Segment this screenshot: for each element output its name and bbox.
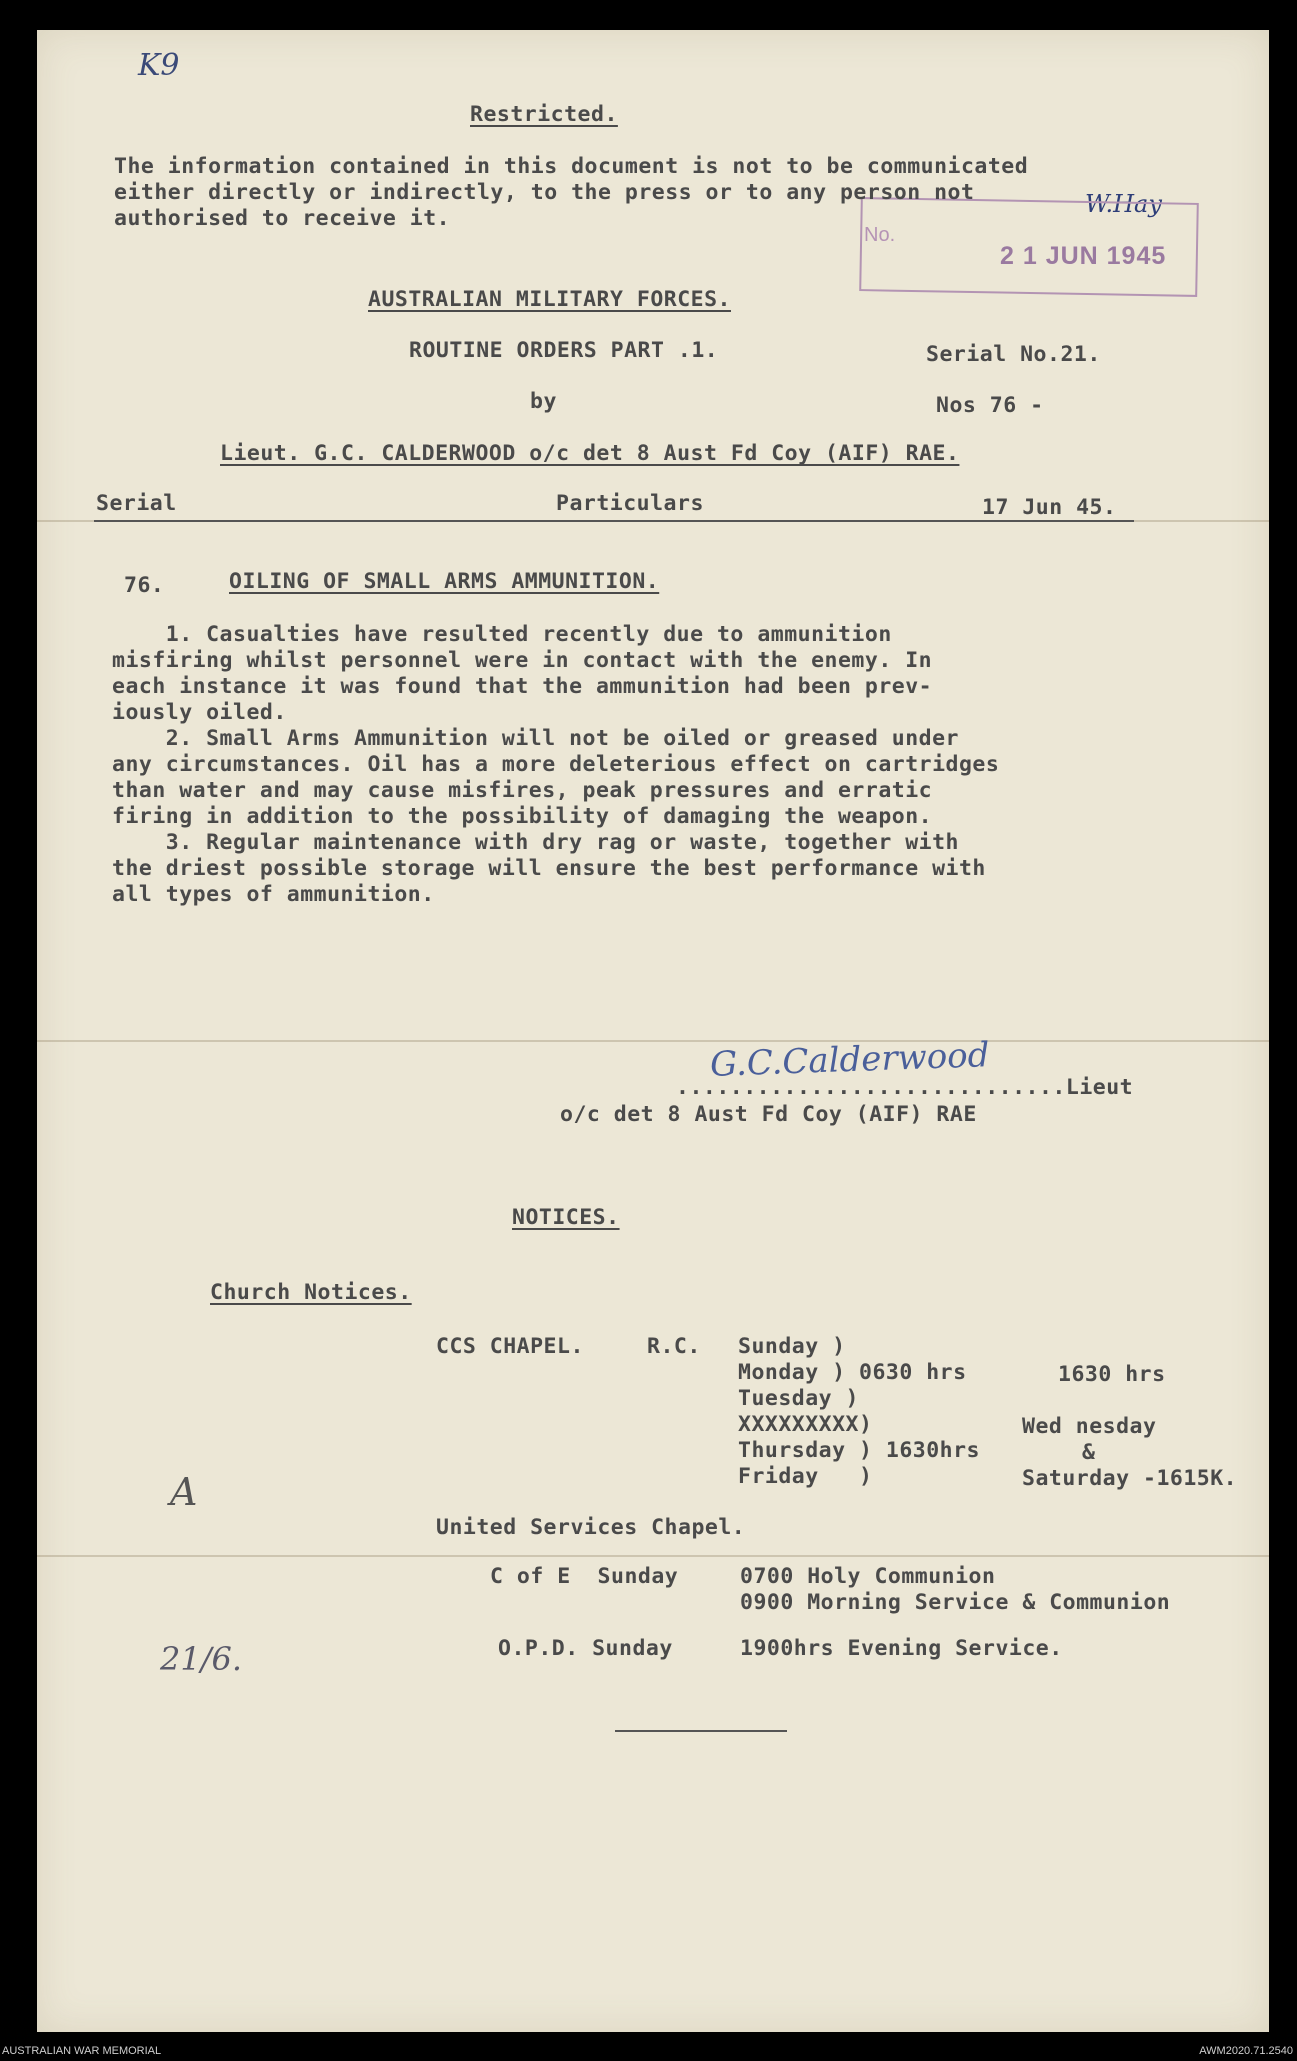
serial-number: Serial No.21.: [926, 342, 1101, 367]
opd-evening-service: 1900hrs Evening Service.: [740, 1636, 1063, 1661]
order-body-line: the driest possible storage will ensure the best performance with: [112, 856, 986, 881]
ccs-chapel-label: CCS CHAPEL.: [436, 1334, 584, 1359]
orders-date: 17 Jun 45.: [982, 495, 1117, 520]
closing-rule: [615, 1730, 787, 1732]
signature-line: .............................Lieut: [676, 1075, 1134, 1100]
schedule-friday: Friday ): [738, 1464, 873, 1489]
restriction-notice-line-1: The information contained in this document is not to be communicated: [114, 154, 1029, 179]
order-body-line: 2. Small Arms Ammunition will not be oiled or greased under: [112, 726, 959, 751]
order-body-line: firing in addition to the possibility of damaging the weapon.: [112, 804, 933, 829]
order-body-line: iously oiled.: [112, 700, 287, 725]
cofe-morning-service: 0900 Morning Service & Communion: [740, 1590, 1171, 1615]
order-body-line: than water and may cause misfires, peak pressures and erratic: [112, 778, 933, 803]
handwritten-margin-initials: A: [170, 1470, 198, 1514]
organisation-heading: AUSTRALIAN MILITARY FORCES.: [368, 287, 731, 312]
order-body-line: any circumstances. Oil has a more deleterious effect on cartridges: [112, 752, 1000, 777]
footer-credit: AUSTRALIAN WAR MEMORIAL: [2, 2045, 162, 2057]
order-number: 76.: [124, 573, 165, 598]
schedule-ampersand: &: [1082, 1440, 1096, 1465]
cofe-sunday: C of E Sunday: [490, 1564, 679, 1589]
united-services-chapel: United Services Chapel.: [436, 1515, 746, 1540]
table-header-rule: [94, 520, 1134, 522]
cofe-holy-communion: 0700 Holy Communion: [740, 1564, 996, 1589]
handwritten-stamp-initials: W.Hay: [1085, 190, 1162, 218]
issuing-officer: Lieut. G.C. CALDERWOOD o/c det 8 Aust Fd Coy (AIF) RAE.: [220, 441, 960, 466]
order-body-line: misfiring whilst personnel were in contact with the enemy. In: [112, 648, 933, 673]
order-body-line: each instance it was found that the ammunition had been prev-: [112, 674, 933, 699]
column-header-particulars: Particulars: [556, 491, 704, 516]
by-label: by: [530, 389, 557, 414]
schedule-thursday: Thursday ) 1630hrs: [738, 1438, 980, 1463]
schedule-monday: Monday ) 0630 hrs: [738, 1360, 967, 1385]
classification-heading: Restricted.: [470, 102, 618, 127]
order-body-line: 1. Casualties have resulted recently due to ammunition: [112, 622, 892, 647]
handwritten-corner-mark: K9: [138, 48, 180, 83]
received-stamp-date: 2 1 JUN 1945: [1000, 242, 1167, 270]
schedule-sunday: Sunday ): [738, 1334, 846, 1359]
footer-accession-number: AWM2020.71.2540: [1199, 2045, 1293, 2057]
church-notices-heading: Church Notices.: [210, 1280, 412, 1305]
handwritten-signature: G.C.Calderwood: [709, 1035, 991, 1085]
order-title: OILING OF SMALL ARMS AMMUNITION.: [229, 569, 660, 594]
opd-sunday: O.P.D. Sunday: [498, 1636, 673, 1661]
notices-heading: NOTICES.: [512, 1205, 620, 1230]
order-body-line: all types of ammunition.: [112, 882, 435, 907]
fold-line: [37, 1040, 1269, 1042]
restriction-notice-line-3: authorised to receive it.: [114, 206, 451, 231]
restriction-notice-line-2: either directly or indirectly, to the press or to any person not: [114, 180, 975, 205]
rc-label: R.C.: [647, 1334, 701, 1359]
order-numbers: Nos 76 -: [936, 393, 1044, 418]
routine-orders-heading: ROUTINE ORDERS PART .1.: [409, 338, 719, 363]
signatory-unit: o/c det 8 Aust Fd Coy (AIF) RAE: [560, 1102, 977, 1127]
column-header-serial: Serial: [96, 491, 177, 516]
order-body-line: 3. Regular maintenance with dry rag or waste, together with: [112, 830, 959, 855]
schedule-struck-day: XXXXXXXXX): [738, 1412, 873, 1437]
handwritten-margin-date: 21/6.: [160, 1640, 243, 1678]
fold-line: [37, 1555, 1269, 1557]
schedule-monday-evening: 1630 hrs: [1058, 1362, 1166, 1387]
schedule-saturday: Saturday -1615K.: [1022, 1466, 1238, 1491]
schedule-wednesday: Wed nesday: [1022, 1414, 1157, 1439]
schedule-tuesday: Tuesday ): [738, 1386, 859, 1411]
received-stamp-no: No.: [864, 224, 896, 246]
